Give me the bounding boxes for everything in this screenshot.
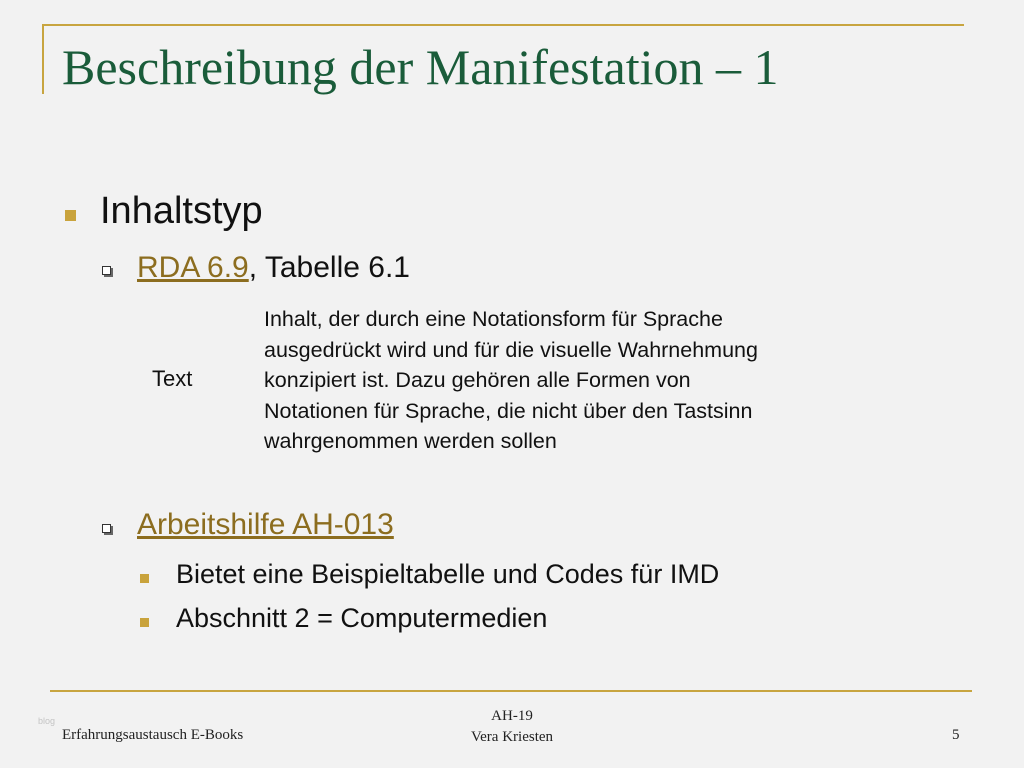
footer-divider bbox=[50, 690, 972, 692]
hollow-square-bullet-icon bbox=[102, 524, 111, 533]
sub-bullet-rda-rest: , Tabelle 6.1 bbox=[248, 251, 410, 284]
sub-bullet-rda bbox=[137, 251, 410, 285]
footer-center-line1: AH-19 bbox=[491, 708, 533, 724]
definition-line: Inhalt, der durch eine Notationsform für Sprache bbox=[264, 307, 723, 331]
footer-center-line2: Vera Kriesten bbox=[470, 729, 554, 745]
square-bullet-icon bbox=[140, 574, 149, 583]
list-item: Bietet eine Beispieltabelle und Codes für IMD bbox=[176, 559, 720, 589]
footer-left-text: Erfahrungsaustausch E-Books bbox=[62, 727, 244, 743]
square-bullet-icon bbox=[140, 618, 149, 627]
bullet-inhaltstyp: Inhaltstyp bbox=[100, 190, 263, 232]
rda-6-9-link[interactable]: RDA 6.9 bbox=[137, 251, 249, 284]
sub-bullet-arbeitshilfe bbox=[137, 508, 394, 542]
title-frame-top-line bbox=[42, 24, 964, 26]
list-item: Abschnitt 2 = Computermedien bbox=[176, 603, 548, 633]
definition-text bbox=[264, 304, 904, 457]
square-bullet-icon bbox=[65, 210, 76, 221]
definition-term: Text bbox=[152, 366, 193, 391]
slide-title: Beschreibung der Manifestation – 1 bbox=[62, 39, 779, 95]
hollow-square-bullet-icon bbox=[102, 266, 111, 275]
arbeitshilfe-ah-013-link[interactable]: Arbeitshilfe AH-013 bbox=[137, 508, 394, 541]
footer-center bbox=[452, 706, 572, 748]
definition-line: ausgedrückt wird und für die visuelle Wahrnehmung bbox=[264, 337, 758, 362]
definition-line: wahrgenommen werden sollen bbox=[264, 429, 557, 453]
title-frame-left-line bbox=[42, 24, 44, 94]
page-number: 5 bbox=[952, 727, 960, 743]
definition-line: konzipiert ist. Dazu gehören alle Formen von bbox=[264, 368, 691, 392]
footer-watermark: blog bbox=[38, 716, 56, 726]
definition-line: Notationen für Sprache, die nicht über den Tastsinn bbox=[264, 398, 753, 423]
